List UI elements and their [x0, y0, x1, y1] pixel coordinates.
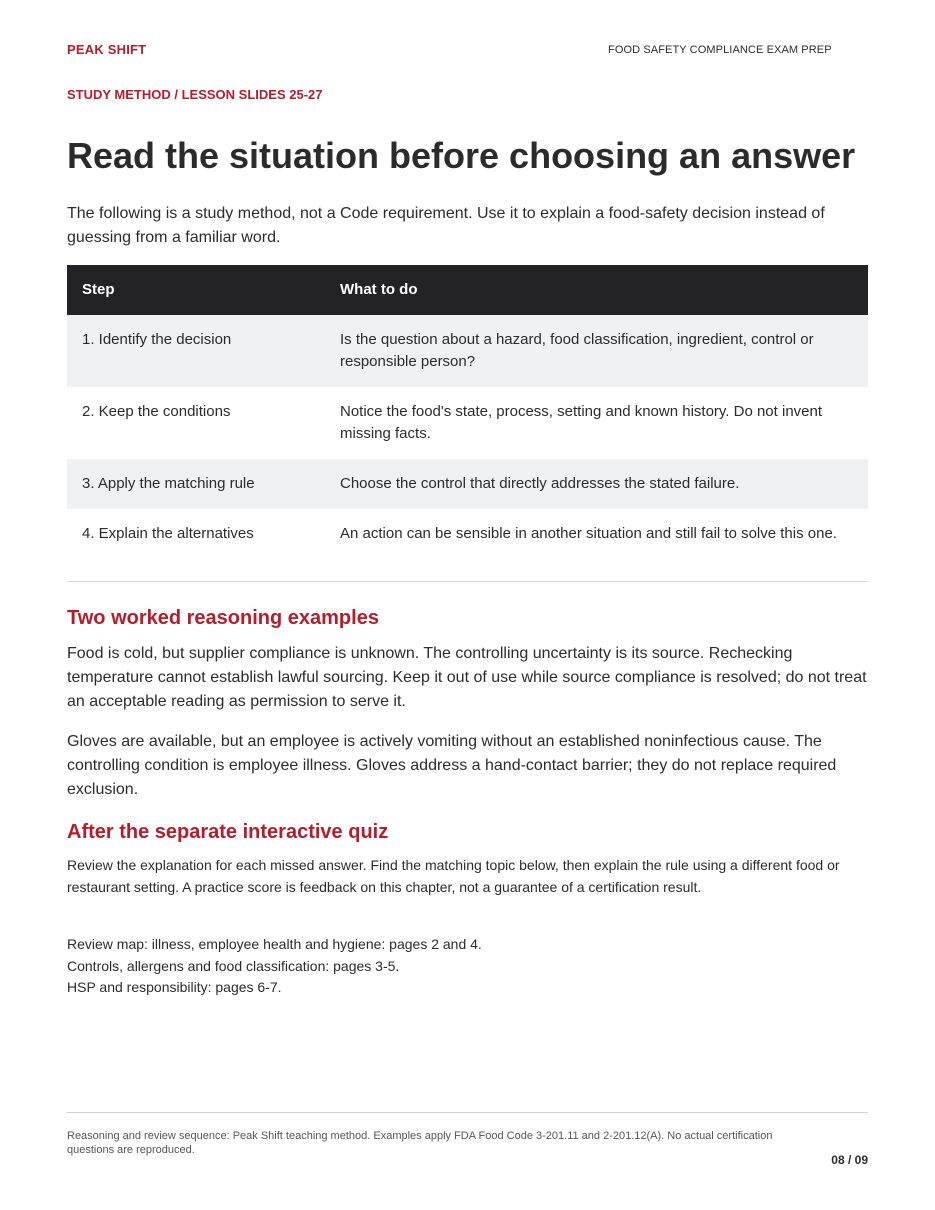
table-header	[67, 265, 868, 315]
table-body	[67, 315, 868, 582]
what-to-do-cell: An action can be sensible in another situation and still fail to solve this one.	[340, 525, 837, 542]
footer-note: Reasoning and review sequence: Peak Shift teaching method. Examples apply FDA Food Code 3-201.11 and 2-201.12(A). No actual certification questions are reproduced.	[67, 1130, 773, 1156]
review-map-line: Controls, allergens and food classification: pages 3-5.	[67, 957, 400, 974]
page-title: Read the situation before choosing an answer	[67, 135, 856, 176]
review-map-line: Review map: illness, employee health and hygiene: pages 2 and 4.	[67, 936, 482, 952]
what-to-do-cell: Choose the control that directly addresses the stated failure.	[325, 459, 868, 509]
after-quiz-paragraph: Review the explanation for each missed answer. Find the matching topic below, then explain the rule using a different food or restaurant setting. A practice score is feedback on this chapter, not a guarantee of a certification result.	[67, 857, 840, 895]
section-label: STUDY METHOD / LESSON SLIDES 25-27	[67, 87, 323, 102]
intro-paragraph: The following is a study method, not a Code requirement. Use it to explain a food-safety decision instead of guessing from a familiar word.	[67, 205, 825, 246]
footer-divider	[67, 1112, 868, 1113]
table-row	[67, 315, 868, 387]
example-paragraph: Food is cold, but supplier compliance is unknown. The controlling uncertainty is its source. Rechecking temperature cannot establish lawful sourcing. Keep it out of use while source compliance is resolved; do not treat an acceptable reading as permission to serve it.	[67, 645, 867, 710]
column-header-what-to-do: What to do	[325, 265, 868, 315]
step-cell: 1. Identify the decision	[67, 315, 325, 387]
step-cell: 4. Explain the alternatives	[82, 525, 254, 542]
what-to-do-cell: Notice the food's state, process, setting and known history. Do not invent missing facts.	[340, 403, 823, 442]
column-header-step: Step	[67, 265, 325, 315]
review-map-line: HSP and responsibility: pages 6-7.	[67, 979, 282, 995]
what-to-do-cell: Is the question about a hazard, food classification, ingredient, control or responsible person?	[325, 315, 868, 387]
table-row	[67, 387, 868, 459]
table-row	[67, 459, 868, 509]
table-row	[67, 509, 868, 582]
step-cell: 2. Keep the conditions	[82, 403, 231, 420]
after-quiz-heading: After the separate interactive quiz	[67, 821, 389, 843]
examples-heading: Two worked reasoning examples	[67, 607, 379, 629]
example-paragraph: Gloves are available, but an employee is actively vomiting without an established noninfectious cause. The controlling condition is employee illness. Gloves address a hand-contact barrier; they do not replace required exclusion.	[67, 733, 837, 798]
table-header-row	[67, 265, 868, 315]
study-steps-table	[67, 265, 868, 582]
step-cell: 3. Apply the matching rule	[67, 459, 325, 509]
review-map	[67, 934, 482, 999]
brand-name: PEAK SHIFT	[67, 42, 147, 57]
document-title: FOOD SAFETY COMPLIANCE EXAM PREP	[608, 44, 832, 56]
page-number: 08 / 09	[831, 1153, 868, 1167]
